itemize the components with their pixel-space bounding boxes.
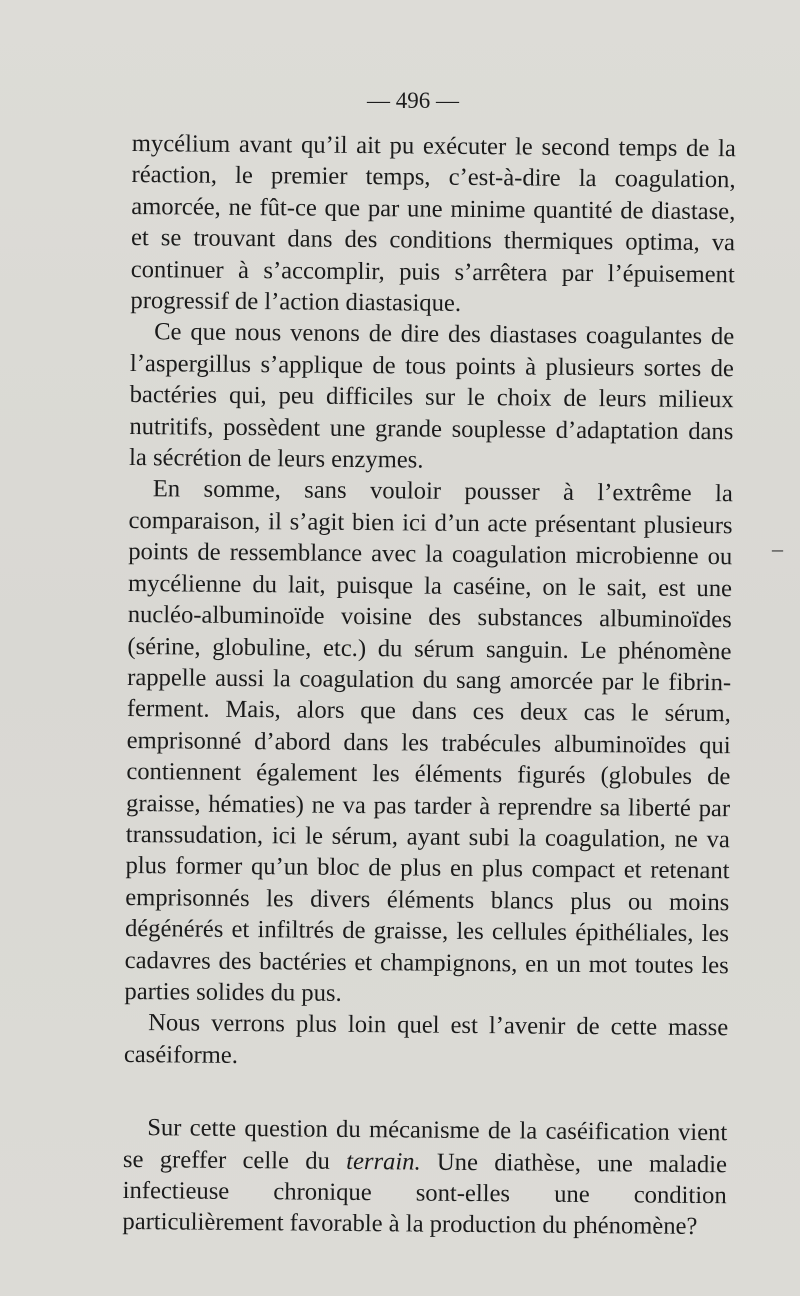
page-number: — 496 — [367, 88, 459, 113]
body-text [122, 128, 736, 1243]
paragraph-4: Nous verrons plus loin quel est l’avenir de cette masse caséiforme. [123, 1009, 729, 1069]
paragraph-5-italic-term: terrain. [346, 1147, 421, 1176]
paragraph-2: Ce que nous venons de dire des diastases coagulantes de l’aspergillus s’applique de tous points à plusieurs sortes de bactéries qui, peu difficiles sur le choix de leurs milieux nutritifs, possèdent une grande souplesse d’adaptation dans la sécrétion de leurs enzymes. [129, 318, 735, 474]
paragraph-5-text-after: Une diathèse, une maladie infectieuse chronique sont-elles une condition particulièrement favorable à la production du phénomène? [122, 1148, 728, 1241]
paragraph-5 [122, 1112, 727, 1243]
paragraph-3: En somme, sans vouloir pousser à l’extrême la comparaison, il s’agit bien ici d’un acte présentant plusieurs points de ressemblance avec la coagulation microbienne ou mycélienne du lait, puisque la caséine, on le sait, est une nucléo-albuminoïde voisine des substances albuminoïdes (sérine, globuline, etc.) du sérum sanguin. Le phénomène rappelle aussi la coagulation du sang amorcée par le fibrin-ferment. Mais, alors que dans ces deux cas le sérum, emprisonné d’abord dans les trabécules albuminoïdes qui contiennent également les éléments figurés (globules de graisse, hématies) ne va pas tarder à reprendre sa liberté par transsudation, ici le sérum, ayant subi la coagulation, ne va plus former qu’un bloc de plus en plus compact et retenant emprisonnés les divers éléments blancs plus ou moins dégénérés et infiltrés de graisse, les cellules épithéliales, les cadavres des bactéries et champignons, en un mot toutes les parties solides du pus. [124, 475, 733, 1007]
margin-mark: – [772, 536, 783, 561]
paragraph-1: mycélium avant qu’il ait pu exécuter le second temps de la réaction, le premier temps, c’est-à-dire la coagulation, amorcée, ne fût-ce que par une minime quantité de diastase, et se trouvant dans des conditions thermiques optima, va continuer à s’accomplir, puis s’arrêtera par l’épuisement progressif de l’action diastasique. [130, 129, 736, 317]
paragraph-5-text-before: Sur cette question du mécanisme de la caséification vient se greffer celle du [122, 1114, 728, 1175]
